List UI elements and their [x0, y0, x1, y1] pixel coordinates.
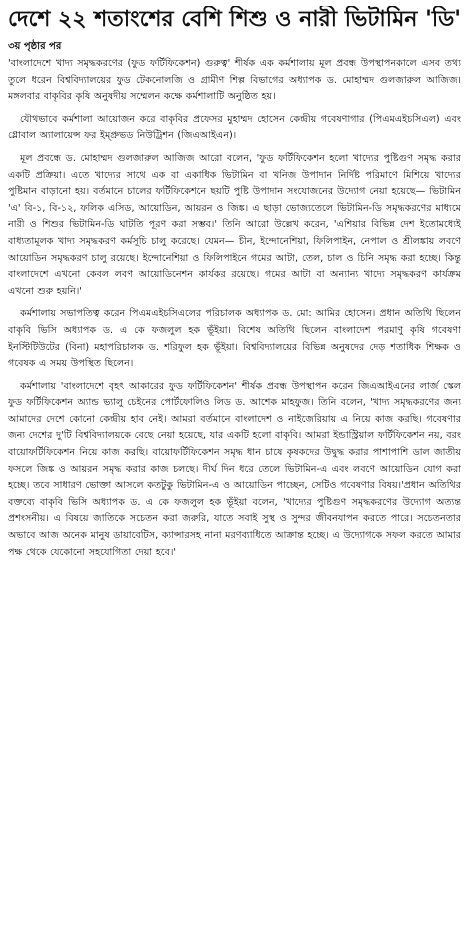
article-paragraph: যৌথভাবে কর্মশালা আয়োজন করে বাকৃবির প্রফেসর মুহাম্মদ হোসেন কেন্দ্রীয় গবেষণাগার (পিএমএইচসিএল) এবং গ্লোবাল অ্যালায়েন্স ফর ইম্প্রুভড নিউট্রিশন (জিএআইএন)। — [8, 113, 461, 142]
article-paragraph: মূল প্রবন্ধে ড. মোহাম্মদ গুলজারুল আজিজ আরো বলেন, 'ফুড ফর্টিফিকেশন হলো খাদ্যের পুষ্টিগুণ সমৃদ্ধ করার একটি প্রক্রিয়া। এতে খাদ্যের সাথে এক বা একাধিক ভিটামিন বা খনিজ উপাদান নির্দিষ্ট পরিমাণে মিশিয়ে খাদ্যের পুষ্টিমান বাড়ানো হয়। বর্তমানে চালের ফর্টিফিকেশনে ছয়টি পুষ্টি উপাদান সংযোজনের উদ্যোগ নেয়া হয়েছে— ভিটামিন 'এ' বি-১, বি-১২, ফলিক এসিড, আয়োডিন, আয়রন ও জিঙ্ক। এ ছাড়া ভোজ্যতেলে ভিটামিন-ডি সমৃদ্ধকরণের মাধ্যমে নারী ও শিশুর ভিটামিন-ডি ঘাটতি পূরণ করা সম্ভব।' তিনি আরো উল্লেখ করেন, 'এশিয়ার বিভিন্ন দেশ ইতোমধ্যেই বাধ্যতামূলক খাদ্য সমৃদ্ধকরণ কর্মসূচি চালু করেছে। যেমন— চীন, ইন্দোনেশিয়া, ফিলিপাইন, নেপাল ও শ্রীলঙ্কায় লবণে আয়োডিন সমৃদ্ধকরণ চালু রয়েছে। ইন্দোনেশিয়া ও ফিলিপাইনে গমের আটা, তেল, চাল ও চিনি সমৃদ্ধ করা হচ্ছে। কিন্তু বাংলাদেশে এখনো কেবল লবণ আয়োডিনেশন কার্যকর রয়েছে। গমের আটা বা অন্যান্য খাদ্যে সমৃদ্ধকরণ কার্যক্রম এখনো শুরু হয়নি।' — [8, 152, 461, 297]
article-paragraph: 'বাংলাদেশে খাদ্য সমৃদ্ধকরণের (ফুড ফর্টিফিকেশন) গুরুত্ব' শীর্ষক এক কর্মশালায় মূল প্রবন্ধ উপস্থাপনকালে এসব তথ্য তুলে ধরেন বিশ্ববিদ্যালয়ের ফুড টেকনোলজি ও গ্রামীণ শিল্প বিভাগের অধ্যাপক ড. মোহাম্মদ গুলজারুল আজিজ। মঙ্গলবার বাকৃবির কৃষি অনুষদীয় সম্মেলন কক্ষে কর্মশালাটি অনুষ্ঠিত হয়। — [8, 58, 461, 103]
article-paragraph: কর্মশালায় 'বাংলাদেশে বৃহৎ আকারের ফুড ফর্টিফিকেশন' শীর্ষক প্রবন্ধ উপস্থাপন করেন জিএআইএনের লার্জ স্কেল ফুড ফর্টিফিকেশন অ্যান্ড ভ্যালু চেইনের পোর্টফোলিও লিড ড. আশেক মাহফুজ। তিনি বলেন, 'খাদ্য সমৃদ্ধকরণের জন্য আমাদের দেশে কোনো কেন্দ্রীয় হাব নেই। আমরা বর্তমানে বাংলাদেশ ও নাইজেরিয়ায় এ নিয়ে কাজ করছি। গবেষণার জন্য দেশের দু'টি বিশ্ববিদ্যালয়কে বেছে নেয়া হয়েছে, যার একটি হলো বাকৃবি। আমরা ইন্ডাস্ট্রিয়াল ফর্টিফিকেশন নয়, বরং বায়োফর্টিফিকেশন নিয়ে কাজ করছি। বায়োফর্টিফিকেশন সমৃদ্ধ ধান চাষে কৃষকদের উদ্বুদ্ধ করার পাশাপাশি ডাল জাতীয় ফসলে জিঙ্ক ও আয়রন সমৃদ্ধ করার কাজ চলছে। দীর্ঘ দিন ধরে তেলে ভিটামিন-এ এবং লবণে আয়োডিন যোগ করা হচ্ছে। তবে সাধারণ ভোক্তা আসলে কতটুকু ভিটামিন-এ ও আয়োডিন পাচ্ছেন, সেটিও গবেষণার বিষয়।'প্রধান অতিথির বক্তব্যে বাকৃবি ভিসি অধ্যাপক ড. এ কে ফজলুল হক ভূঁইয়া বলেন, 'খাদ্যের পুষ্টিগুণ সমৃদ্ধকরণের উদ্যোগ অত্যন্ত প্রশংসনীয়। এ বিষয়ে জাতিকে সচেতন করা জরুরি, যাতে সবাই সুস্থ ও সুন্দর জীবনযাপন করতে পারে। সচেতনতার অভাবে আজ অনেক মানুষ ডায়াবেটিস, ক্যান্সারসহ নানা মরণব্যাধিতে আক্রান্ত হচ্ছে। এ উদ্যোগকে সফল করতে আমার পক্ষ থেকে যেকোনো সহযোগিতা দেয়া হবে।' — [8, 380, 461, 558]
article-paragraph: কর্মশালায় সভাপতিত্ব করেন পিএমএইচসিএলের পরিচালক অধ্যাপক ড. মো: আমির হোসেন। প্রধান অতিথি ছিলেন বাকৃবি ভিসি অধ্যাপক ড. এ কে ফজলুল হক ভূঁইয়া। বিশেষ অতিথি ছিলেন বাংলাদেশ পরমাণু কৃষি গবেষণা ইনস্টিটিউটের (বিনা) মহাপরিচালক ড. শরিফুল হক ভূঁইয়া। বিশ্ববিদ্যালয়ের বিভিন্ন অনুষদের দেড় শতাধিক শিক্ষক ও গবেষক এ সময় উপস্থিত ছিলেন। — [8, 308, 461, 370]
article-headline: দেশে ২২ শতাংশের বেশি শিশু ও নারী ভিটামিন 'ডি' — [8, 7, 461, 32]
continued-from-label: ৩য় পৃষ্ঠার পর — [8, 41, 62, 52]
article-body — [8, 56, 461, 939]
